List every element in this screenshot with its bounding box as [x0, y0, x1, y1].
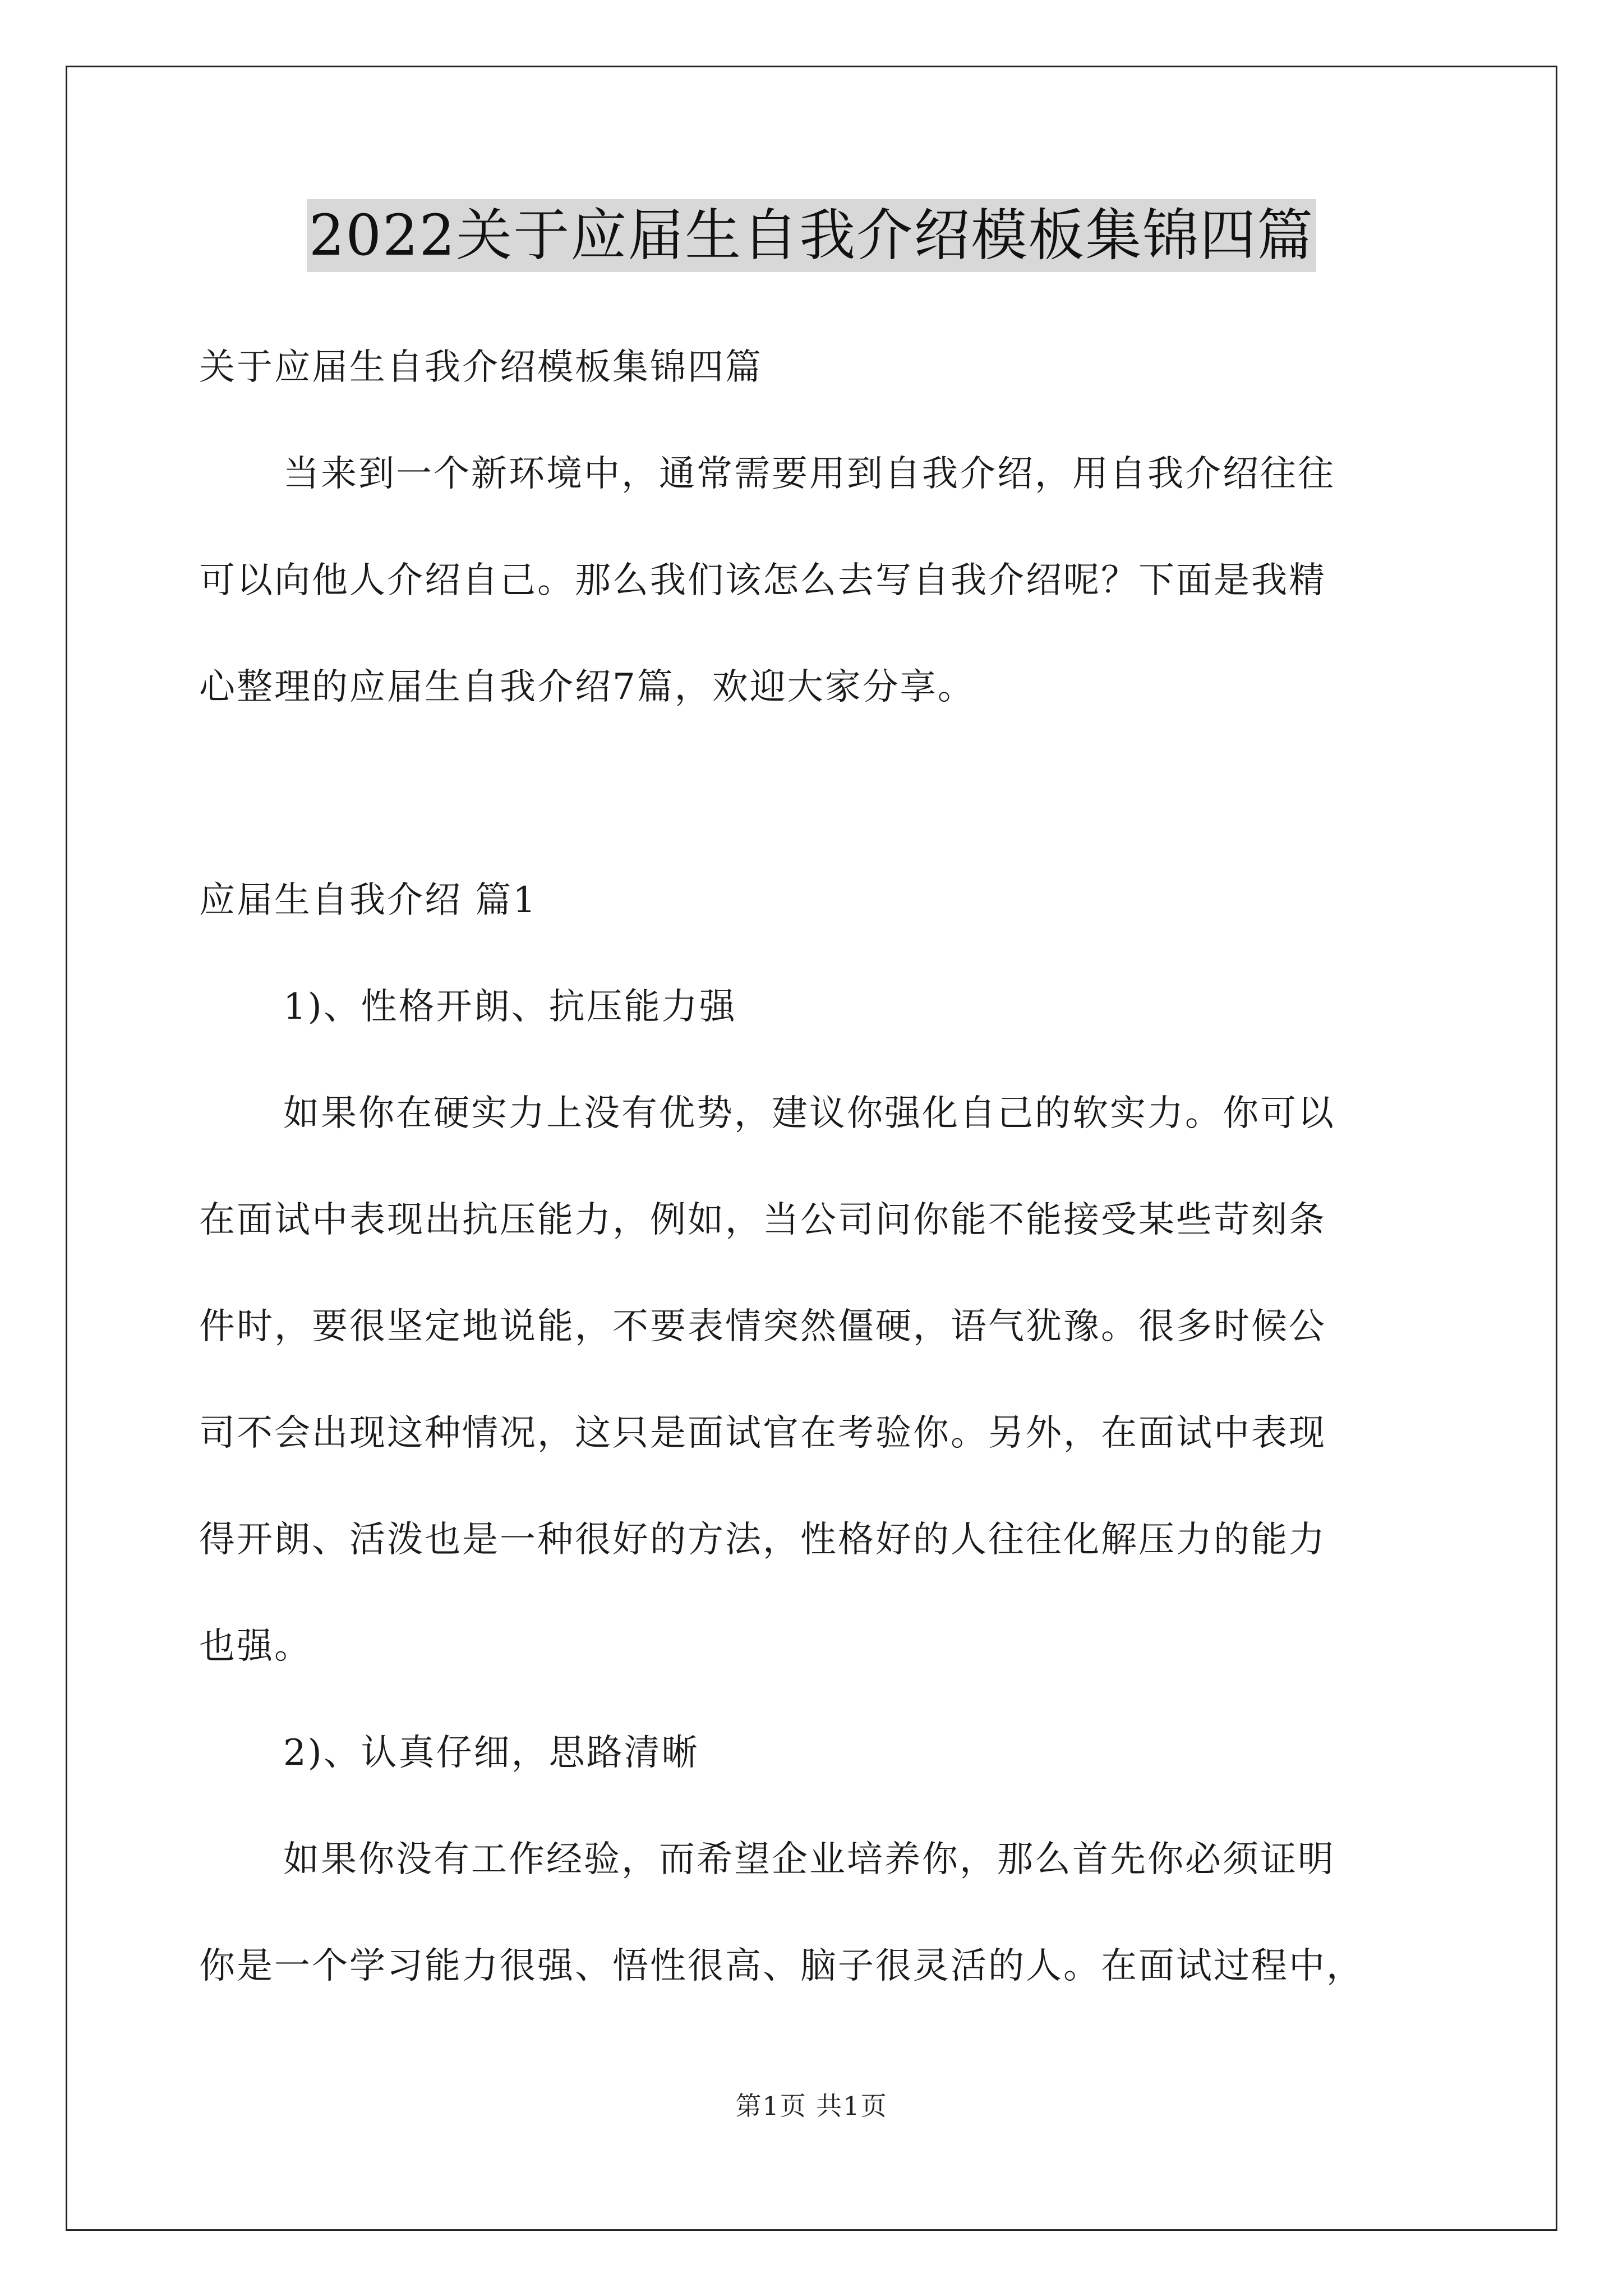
text-line: 2)、认真仔细，思路清晰: [283, 1732, 699, 1774]
text-line: 心整理的应届生自我介绍7篇，欢迎大家分享。: [199, 666, 975, 708]
paragraph: [199, 954, 1438, 1060]
document-body: [199, 314, 1438, 2019]
text-line: 可以向他人介绍自己。那么我们该怎么去写自我介绍呢？下面是我精: [199, 560, 1326, 601]
text-line: 也强。: [199, 1626, 312, 1667]
paragraph: [199, 847, 1438, 954]
paragraph: [199, 1060, 1438, 1700]
paragraph: [199, 421, 1438, 740]
text-line: 应届生自我介绍 篇1: [199, 880, 538, 921]
paragraph: [199, 1806, 1438, 2019]
paragraph-spacer: [199, 740, 1438, 847]
title-container: [0, 199, 1623, 272]
text-line: 司不会出现这种情况，这只是面试官在考验你。另外，在面试中表现: [199, 1412, 1326, 1454]
page-footer: 第1页 共1页: [735, 2091, 888, 2121]
text-line: 如果你在硬实力上没有优势，建议你强化自己的软实力。你可以: [283, 1093, 1335, 1134]
text-line: 如果你没有工作经验，而希望企业培养你，那么首先你必须证明: [283, 1839, 1335, 1880]
text-line: 你是一个学习能力很强、悟性很高、脑子很灵活的人。在面试过程中，: [199, 1945, 1364, 1987]
text-line: 当来到一个新环境中，通常需要用到自我介绍，用自我介绍往往: [283, 453, 1335, 495]
text-line: 件时，要很坚定地说能，不要表情突然僵硬，语气犹豫。很多时候公: [199, 1306, 1326, 1347]
paragraph: [199, 1700, 1438, 1806]
text-line: 得开朗、活泼也是一种很好的方法，性格好的人往往化解压力的能力: [199, 1519, 1326, 1561]
text-line: 关于应届生自我介绍模板集锦四篇: [199, 347, 763, 388]
document-title: 2022关于应届生自我介绍模板集锦四篇: [307, 199, 1317, 272]
text-line: 在面试中表现出抗压能力，例如，当公司问你能不能接受某些苛刻条: [199, 1199, 1326, 1241]
paragraph: [199, 314, 1438, 421]
text-line: 1)、性格开朗、抗压能力强: [283, 986, 737, 1028]
